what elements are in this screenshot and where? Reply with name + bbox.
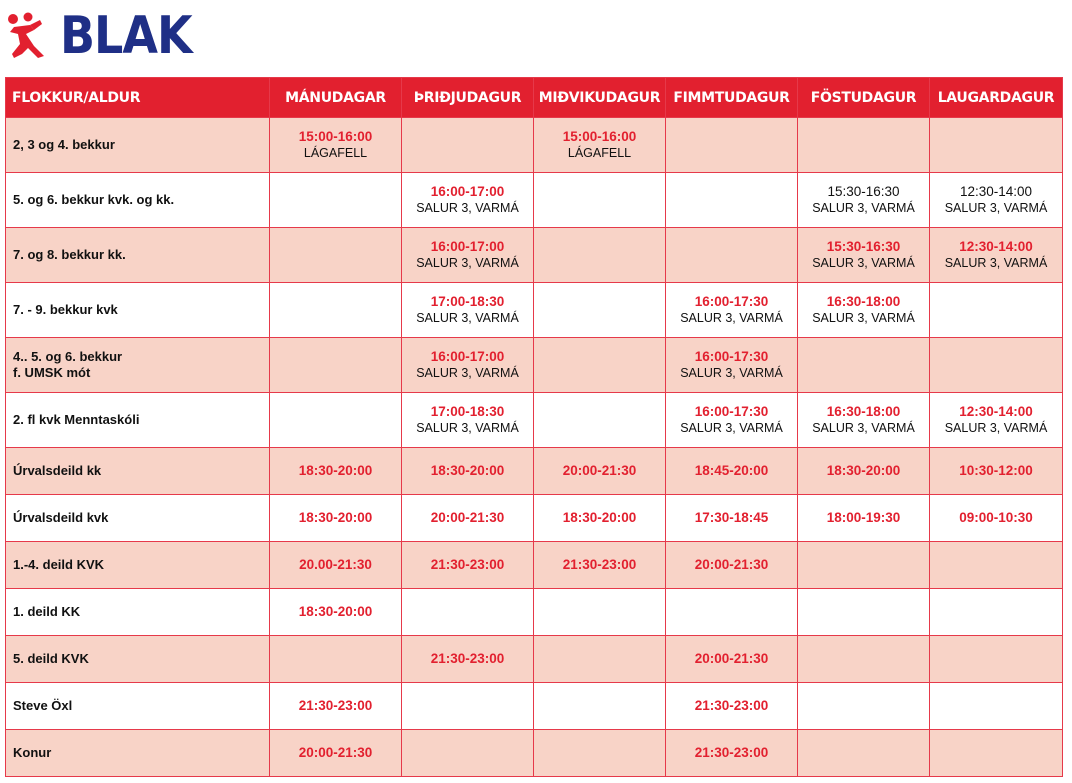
category-cell [6,173,270,228]
schedule-cell-friday [798,730,930,777]
location-label: SALUR 3, VARMÁ [812,421,915,435]
schedule-cell-wednesday [534,636,666,683]
category-cell [6,495,270,542]
table-row [6,118,1063,173]
time-slot: 15:00-16:00 [562,129,637,144]
time-slot: 21:30-23:00 [562,557,637,572]
time-slot: 16:00-17:30 [694,404,769,419]
schedule-cell-wednesday [534,118,666,173]
logo [4,2,192,68]
schedule-cell-thursday [666,495,798,542]
category-label: 7. og 8. bekkur kk. [13,247,126,262]
schedule-cell-tuesday [402,636,534,683]
time-slot: 18:30-20:00 [298,510,373,525]
time-slot: 09:00-10:30 [959,510,1033,525]
volleyball-player-icon [4,10,54,60]
table-row [6,730,1063,777]
table-row [6,283,1063,338]
schedule-cell-friday [798,118,930,173]
schedule-cell-wednesday [534,393,666,448]
schedule-cell-thursday [666,448,798,495]
category-cell [6,589,270,636]
schedule-cell-thursday [666,118,798,173]
schedule-cell-tuesday [402,683,534,730]
time-slot: 17:00-18:30 [430,294,505,309]
schedule-cell-wednesday [534,283,666,338]
category-cell [6,338,270,393]
schedule-cell-monday [270,589,402,636]
schedule-cell-monday [270,173,402,228]
schedule-cell-thursday [666,542,798,589]
schedule-cell-wednesday [534,683,666,730]
schedule-cell-saturday [930,495,1063,542]
header-monday: MÁNUDAGAR [270,78,402,118]
schedule-cell-tuesday [402,283,534,338]
time-slot: 21:30-23:00 [694,745,769,760]
time-slot: 21:30-23:00 [430,557,505,572]
time-slot: 10:30-12:00 [959,463,1033,478]
time-slot: 17:00-18:30 [430,404,505,419]
location-label: SALUR 3, VARMÁ [680,366,783,380]
time-slot: 16:00-17:30 [694,294,769,309]
header-thursday: FIMMTUDAGUR [666,78,798,118]
time-slot: 15:30-16:30 [827,184,900,199]
schedule-cell-saturday [930,683,1063,730]
schedule-cell-friday [798,636,930,683]
schedule-cell-monday [270,448,402,495]
schedule-cell-friday [798,495,930,542]
time-slot: 21:30-23:00 [298,698,373,713]
header-row [6,78,1063,118]
schedule-cell-friday [798,338,930,393]
schedule-cell-saturday [930,173,1063,228]
schedule-cell-wednesday [534,338,666,393]
time-slot: 20:00-21:30 [430,510,505,525]
time-slot: 18:30-20:00 [430,463,505,478]
time-slot: 18:30-20:00 [562,510,637,525]
time-slot: 18:30-20:00 [298,463,373,478]
time-slot: 12:30-14:00 [959,239,1033,254]
table-row [6,338,1063,393]
category-label: 4.. 5. og 6. bekkur [13,349,123,364]
schedule-cell-monday [270,495,402,542]
location-label: SALUR 3, VARMÁ [812,256,915,270]
time-slot: 21:30-23:00 [430,651,505,666]
table-row [6,173,1063,228]
category-cell [6,393,270,448]
header-saturday: LAUGARDAGUR [930,78,1063,118]
category-label: 2. fl kvk Menntaskóli [13,412,140,427]
location-label: SALUR 3, VARMÁ [944,201,1048,215]
category-label: Úrvalsdeild kvk [13,510,109,525]
category-label: Konur [13,745,52,760]
category-label: 1. deild KK [13,604,81,619]
schedule-cell-monday [270,338,402,393]
schedule-cell-friday [798,589,930,636]
category-cell [6,283,270,338]
category-label: Úrvalsdeild kk [13,463,102,478]
category-cell [6,448,270,495]
time-slot: 15:30-16:30 [826,239,901,254]
time-slot: 20:00-21:30 [694,557,769,572]
time-slot: 16:00-17:00 [430,184,505,199]
time-slot: 20:00-21:30 [562,463,637,478]
schedule-cell-thursday [666,283,798,338]
location-label: SALUR 3, VARMÁ [680,311,783,325]
category-cell [6,683,270,730]
schedule-cell-monday [270,228,402,283]
schedule-cell-saturday [930,542,1063,589]
location-label: SALUR 3, VARMÁ [680,421,783,435]
time-slot: 18:30-20:00 [298,604,373,619]
location-label: LÁGAFELL [303,146,368,160]
time-slot: 18:45-20:00 [694,463,769,478]
schedule-cell-thursday [666,393,798,448]
schedule-cell-saturday [930,228,1063,283]
schedule-cell-friday [798,448,930,495]
schedule-cell-wednesday [534,589,666,636]
schedule-cell-tuesday [402,589,534,636]
schedule-cell-thursday [666,173,798,228]
schedule-cell-thursday [666,683,798,730]
location-label: SALUR 3, VARMÁ [812,311,915,325]
location-label: SALUR 3, VARMÁ [944,421,1048,435]
schedule-cell-wednesday [534,173,666,228]
schedule-cell-saturday [930,338,1063,393]
schedule-cell-saturday [930,283,1063,338]
schedule-cell-friday [798,283,930,338]
time-slot: 18:00-19:30 [826,510,901,525]
table-row [6,495,1063,542]
schedule-cell-thursday [666,338,798,393]
schedule-cell-tuesday [402,173,534,228]
schedule-cell-thursday [666,636,798,683]
schedule-cell-saturday [930,448,1063,495]
header-friday: FÖSTUDAGUR [798,78,930,118]
time-slot: 16:30-18:00 [826,294,901,309]
location-label: SALUR 3, VARMÁ [416,311,519,325]
schedule-cell-tuesday [402,730,534,777]
category-label: 7. - 9. bekkur kvk [13,302,118,317]
header-wednesday: MIÐVIKUDAGUR [534,78,666,118]
table-row [6,448,1063,495]
time-slot: 16:00-17:00 [430,239,505,254]
schedule-cell-thursday [666,228,798,283]
time-slot: 20.00-21:30 [299,557,372,572]
schedule-cell-tuesday [402,495,534,542]
table-row [6,393,1063,448]
time-slot: 16:00-17:30 [694,349,769,364]
location-label: LÁGAFELL [567,146,632,160]
schedule-cell-friday [798,173,930,228]
category-label: 2, 3 og 4. bekkur [13,137,115,152]
schedule-cell-friday [798,393,930,448]
schedule-table [5,77,1063,777]
header-category: FLOKKUR/ALDUR [6,78,270,118]
category-label: f. UMSK mót [13,365,91,380]
schedule-cell-wednesday [534,730,666,777]
schedule-cell-saturday [930,589,1063,636]
table-row [6,683,1063,730]
schedule-cell-monday [270,542,402,589]
schedule-cell-wednesday [534,448,666,495]
table-row [6,636,1063,683]
schedule-cell-saturday [930,636,1063,683]
time-slot: 16:30-18:00 [826,404,901,419]
schedule-cell-thursday [666,589,798,636]
schedule-cell-friday [798,228,930,283]
schedule-cell-monday [270,283,402,338]
schedule-cell-tuesday [402,338,534,393]
category-cell [6,118,270,173]
time-slot: 21:30-23:00 [694,698,769,713]
time-slot: 15:00-16:00 [298,129,373,144]
schedule-cell-monday [270,393,402,448]
location-label: SALUR 3, VARMÁ [944,256,1048,270]
table-row [6,542,1063,589]
schedule-cell-saturday [930,393,1063,448]
schedule-cell-thursday [666,730,798,777]
schedule-cell-tuesday [402,228,534,283]
category-cell [6,228,270,283]
schedule-cell-saturday [930,730,1063,777]
schedule-cell-tuesday [402,448,534,495]
time-slot: 18:30-20:00 [826,463,901,478]
logo-text: BLAK [60,4,192,66]
schedule-cell-friday [798,683,930,730]
time-slot: 12:30-14:00 [959,404,1033,419]
category-cell [6,542,270,589]
time-slot: 16:00-17:00 [430,349,505,364]
time-slot: 20:00-21:30 [298,745,373,760]
schedule-cell-monday [270,730,402,777]
location-label: SALUR 3, VARMÁ [812,201,915,215]
schedule-cell-tuesday [402,393,534,448]
category-cell [6,636,270,683]
location-label: SALUR 3, VARMÁ [416,421,519,435]
time-slot: 17:30-18:45 [694,510,769,525]
schedule-cell-monday [270,683,402,730]
category-cell [6,730,270,777]
category-label: 1.-4. deild KVK [13,557,105,572]
category-label: 5. og 6. bekkur kvk. og kk. [13,192,175,207]
schedule-cell-tuesday [402,118,534,173]
schedule-cell-tuesday [402,542,534,589]
category-label: Steve Öxl [13,698,73,713]
category-label: 5. deild KVK [13,651,89,666]
location-label: SALUR 3, VARMÁ [416,201,519,215]
table-row [6,589,1063,636]
time-slot: 12:30-14:00 [959,184,1033,199]
header-tuesday: ÞRIÐJUDAGUR [402,78,534,118]
schedule-cell-monday [270,118,402,173]
location-label: SALUR 3, VARMÁ [416,256,519,270]
schedule-cell-monday [270,636,402,683]
time-slot: 20:00-21:30 [694,651,769,666]
schedule-cell-wednesday [534,495,666,542]
location-label: SALUR 3, VARMÁ [416,366,519,380]
schedule-cell-saturday [930,118,1063,173]
schedule-cell-wednesday [534,228,666,283]
schedule-cell-friday [798,542,930,589]
schedule-cell-wednesday [534,542,666,589]
table-row [6,228,1063,283]
